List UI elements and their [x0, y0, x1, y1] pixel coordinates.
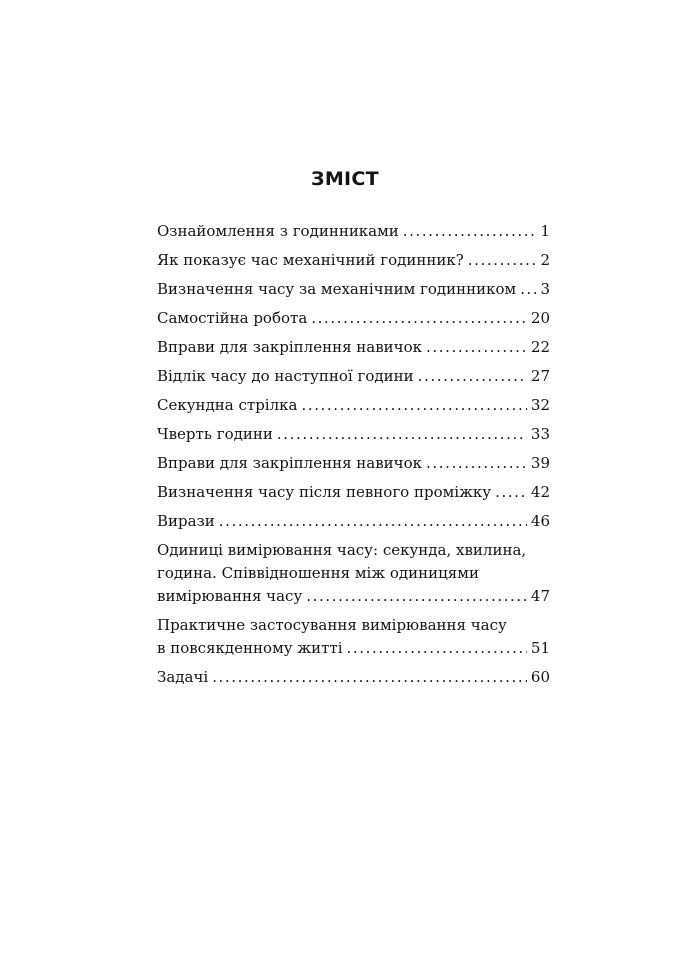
dot-leader	[219, 510, 527, 533]
toc-page-number: 60	[530, 668, 550, 686]
toc-entry[interactable]	[157, 278, 550, 301]
toc-entry-row	[157, 585, 550, 608]
toc-page-number: 33	[530, 425, 550, 443]
toc-entry-title: вимірювання часу	[157, 587, 303, 605]
toc-entry-row	[157, 220, 550, 243]
toc-entry[interactable]	[157, 307, 550, 330]
toc-entry-title-line: Одиниці вимірювання часу: секунда, хвилина,	[157, 541, 527, 559]
toc-entry-title: Визначення часу за механічним годинником	[157, 280, 517, 298]
toc-page-number: 39	[530, 454, 550, 472]
toc-entry-row	[157, 365, 550, 388]
toc-entry-title: Визначення часу після певного проміжку	[157, 483, 492, 501]
table-of-contents	[157, 220, 550, 695]
toc-page-number: 51	[530, 639, 550, 657]
toc-entry-row	[157, 278, 550, 301]
toc-entry-row	[157, 666, 550, 689]
toc-entry-title: Як показує час механічний годинник?	[157, 251, 464, 269]
toc-entry-title: в повсякденному житті	[157, 639, 343, 657]
dot-leader	[301, 394, 526, 417]
toc-entry-title: Відлік часу до наступної години	[157, 367, 414, 385]
toc-entry[interactable]	[157, 481, 550, 504]
toc-entry-title: Секундна стрілка	[157, 396, 298, 414]
dot-leader	[418, 365, 527, 388]
toc-entry[interactable]	[157, 510, 550, 533]
dot-leader	[277, 423, 527, 446]
dot-leader	[520, 278, 536, 301]
toc-entry[interactable]	[157, 220, 550, 243]
toc-entry[interactable]	[157, 365, 550, 388]
toc-entry-row	[157, 452, 550, 475]
toc-entry[interactable]	[157, 666, 550, 689]
toc-entry[interactable]	[157, 394, 550, 417]
toc-page-number: 46	[530, 512, 550, 530]
dot-leader	[347, 637, 527, 660]
toc-entry-title: Ознайомлення з годинниками	[157, 222, 399, 240]
toc-page-number: 20	[530, 309, 550, 327]
toc-page-number: 32	[530, 396, 550, 414]
toc-page-number: 47	[530, 587, 550, 605]
toc-page-number: 22	[530, 338, 550, 356]
toc-entry-title: Задачі	[157, 668, 209, 686]
toc-entry-row	[157, 423, 550, 446]
toc-entry-title: Вправи для закріплення навичок	[157, 338, 423, 356]
toc-entry-row	[157, 307, 550, 330]
toc-page-number: 27	[530, 367, 550, 385]
toc-entry-row	[157, 336, 550, 359]
page-title: ЗМІСТ	[311, 168, 379, 190]
toc-entry-title-line: година. Співвідношення між одиницями	[157, 564, 479, 582]
toc-entry-title: Вирази	[157, 512, 215, 530]
dot-leader	[311, 307, 527, 330]
toc-entry-title: Вправи для закріплення навичок	[157, 454, 423, 472]
toc-entry-row	[157, 394, 550, 417]
toc-entry-title-line: Практичне застосування вимірювання часу	[157, 616, 507, 634]
toc-entry[interactable]	[157, 539, 550, 608]
toc-entry-title: Самостійна робота	[157, 309, 308, 327]
toc-page-number: 2	[540, 251, 550, 269]
dot-leader	[426, 336, 527, 359]
toc-entry[interactable]	[157, 614, 550, 660]
toc-entry-row	[157, 249, 550, 272]
toc-page-number: 1	[540, 222, 550, 240]
dot-leader	[426, 452, 527, 475]
toc-entry-row	[157, 481, 550, 504]
toc-entry-row	[157, 637, 550, 660]
dot-leader	[306, 585, 527, 608]
toc-entry[interactable]	[157, 249, 550, 272]
dot-leader	[212, 666, 527, 689]
toc-entry[interactable]	[157, 452, 550, 475]
toc-entry[interactable]	[157, 423, 550, 446]
dot-leader	[403, 220, 537, 243]
toc-entry-row	[157, 510, 550, 533]
dot-leader	[468, 249, 537, 272]
toc-page-number: 3	[540, 280, 550, 298]
toc-entry-title: Чверть години	[157, 425, 273, 443]
toc-page-number: 42	[530, 483, 550, 501]
toc-entry[interactable]	[157, 336, 550, 359]
dot-leader	[495, 481, 527, 504]
